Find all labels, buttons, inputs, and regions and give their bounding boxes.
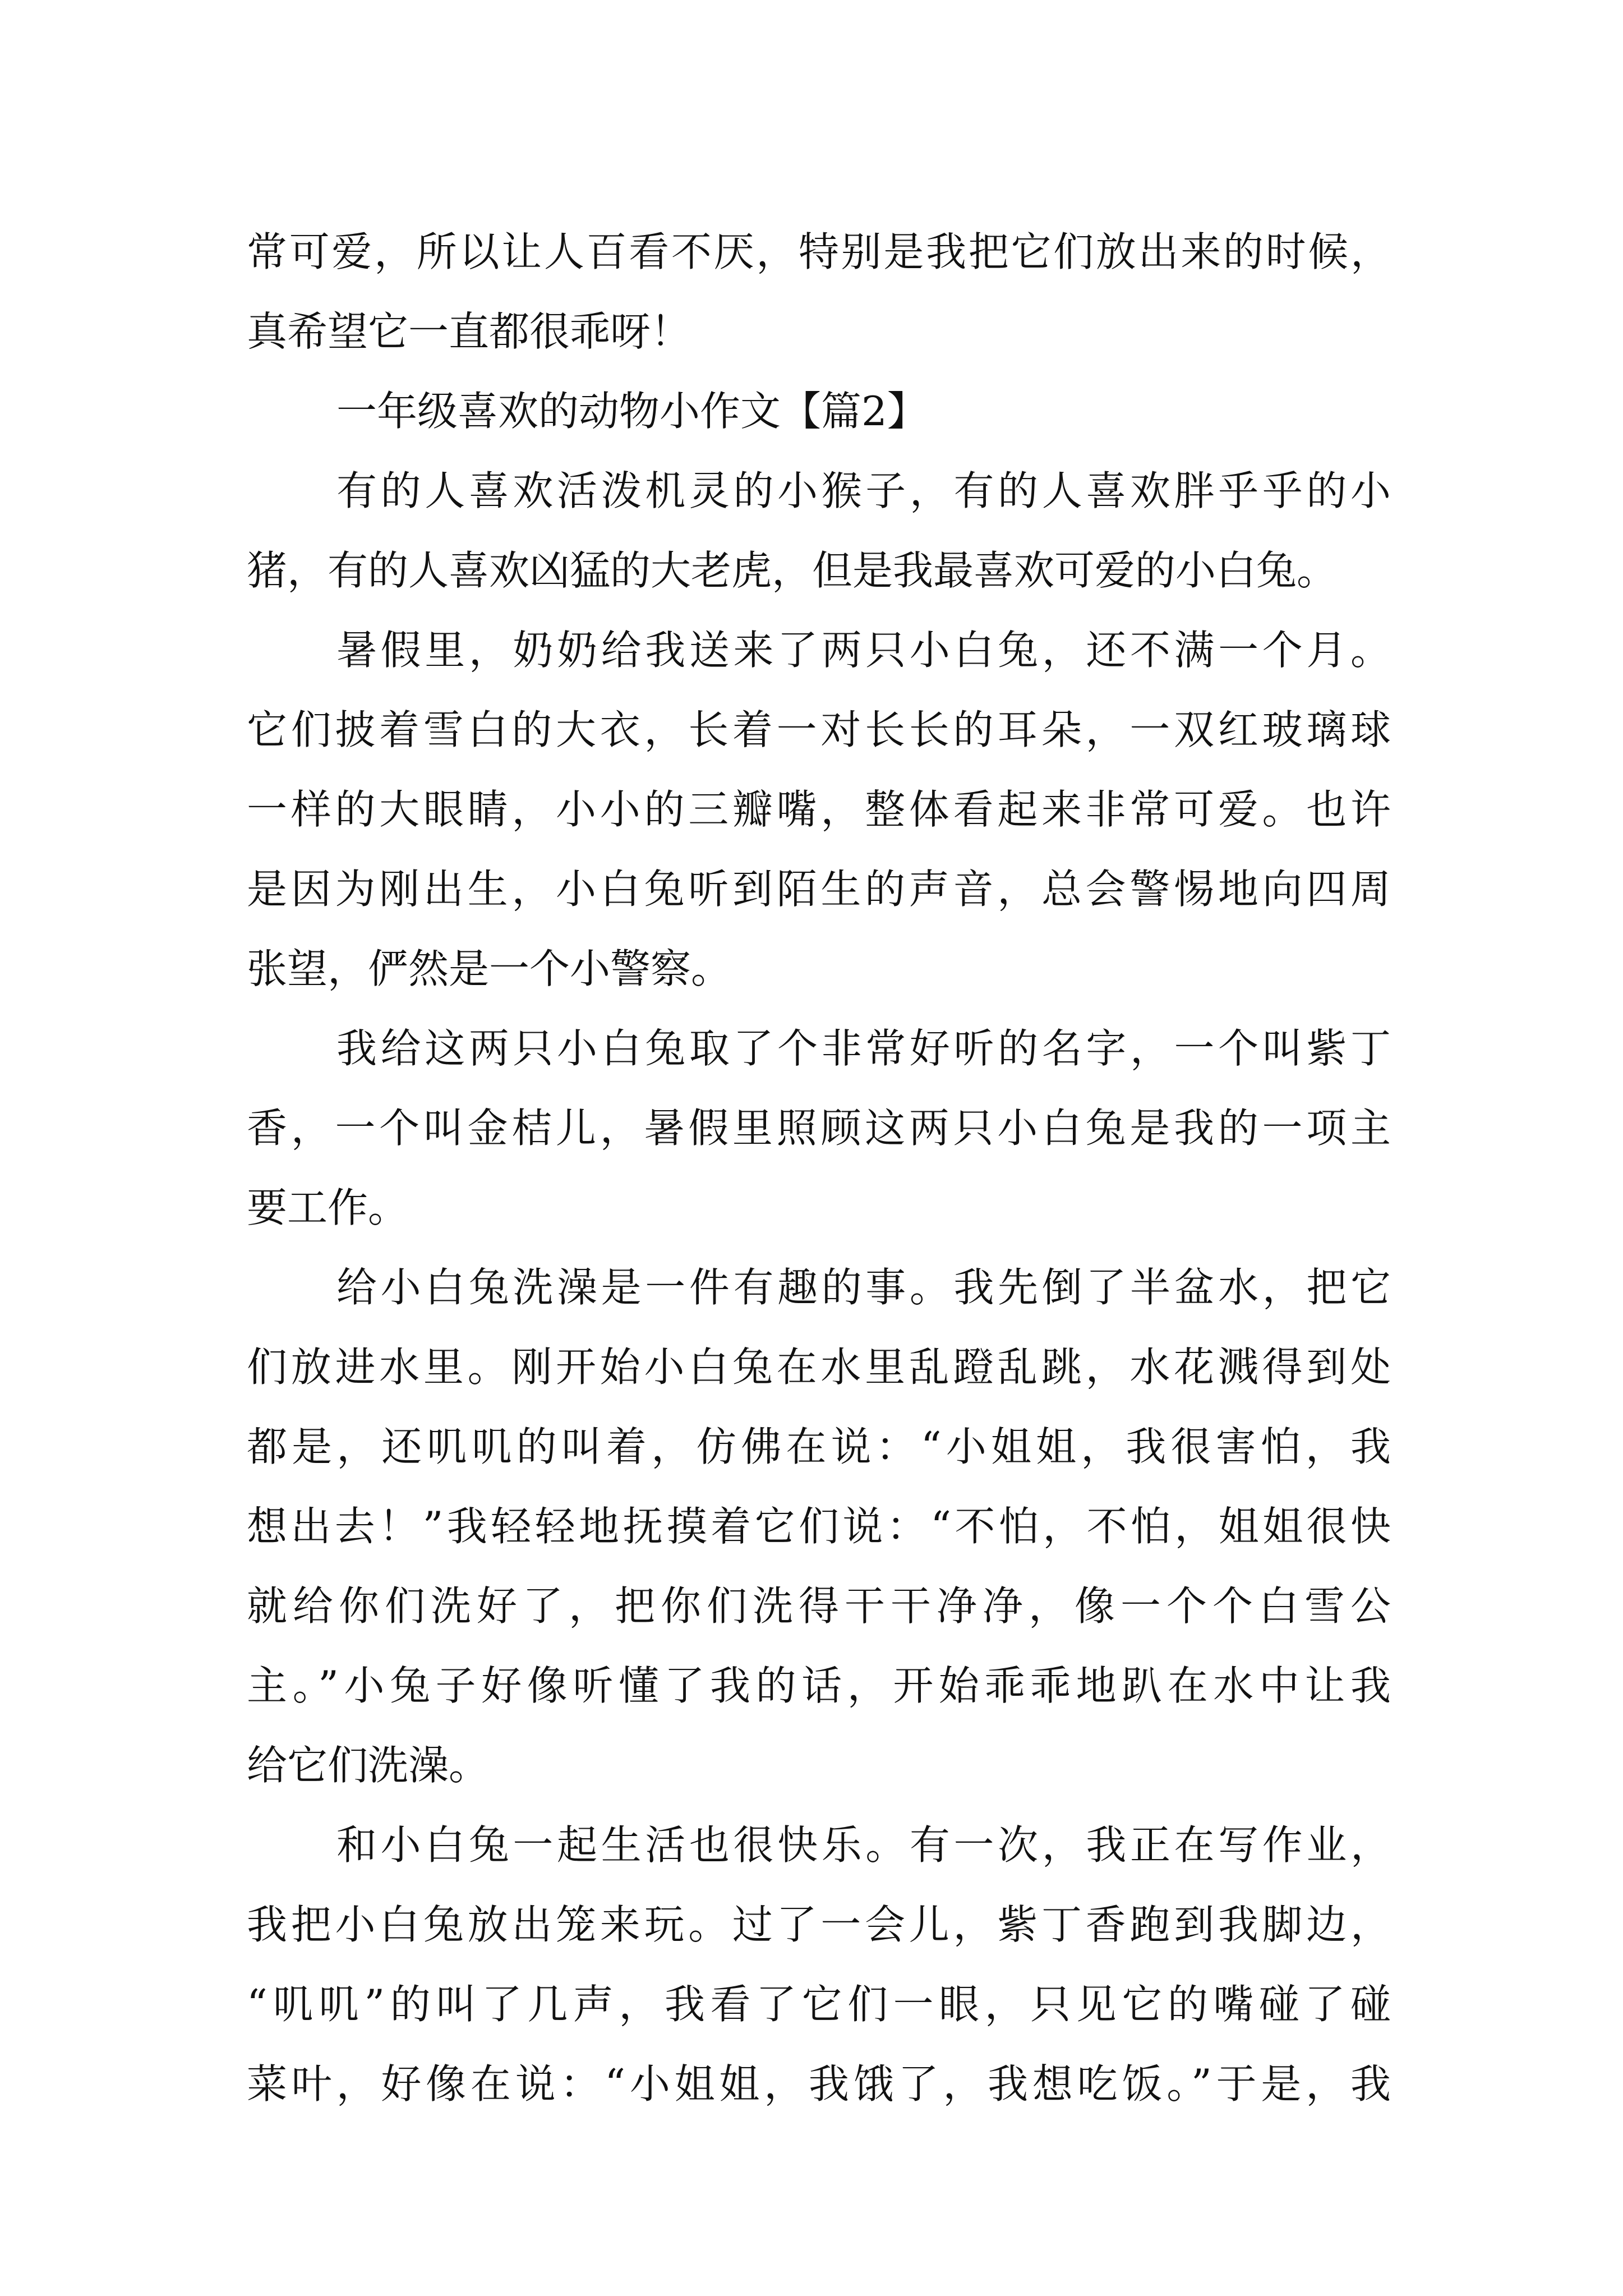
text-line: 张望，俨然是一个小警察。	[247, 945, 732, 992]
section-heading: 一年级喜欢的动物小作文【篇2】	[336, 388, 928, 435]
text-line: 都是，还叽叽的叫着，仿佛在说：“小姐姐，我很害怕，我	[247, 1423, 1391, 1470]
text-line: 和小白兔一起生活也很快乐。有一次，我正在写作业，	[336, 1821, 1391, 1869]
text-line: 我把小白兔放出笼来玩。过了一会儿，紫丁香跑到我脚边，	[247, 1901, 1391, 1948]
text-line: 要工作。	[247, 1184, 409, 1231]
text-line: 暑假里，奶奶给我送来了两只小白兔，还不满一个月。	[336, 627, 1391, 674]
text-line: 们放进水里。刚开始小白兔在水里乱蹬乱跳，水花溅得到处	[247, 1343, 1391, 1391]
text-line: 它们披着雪白的大衣，长着一对长长的耳朵，一双红玻璃球	[247, 706, 1391, 753]
text-line: 常可爱，所以让人百看不厌，特别是我把它们放出来的时候，	[247, 228, 1391, 275]
text-line: 香，一个叫金桔儿，暑假里照顾这两只小白兔是我的一项主	[247, 1105, 1391, 1152]
text-line: 菜叶，好像在说：“小姐姐，我饿了，我想吃饭。”于是，我	[247, 2060, 1391, 2108]
text-line: 我给这两只小白兔取了个非常好听的名字，一个叫紫丁	[336, 1025, 1391, 1072]
text-line: 主。”小兔子好像听懂了我的话，开始乖乖地趴在水中让我	[247, 1662, 1391, 1709]
body-text	[247, 212, 1391, 2124]
text-line: 给它们洗澡。	[247, 1742, 490, 1789]
text-line: 就给你们洗好了，把你们洗得干干净净，像一个个白雪公	[247, 1582, 1391, 1630]
text-line: “叽叽”的叫了几声，我看了它们一眼，只见它的嘴碰了碰	[247, 1981, 1391, 2028]
text-line: 一样的大眼睛，小小的三瓣嘴，整体看起来非常可爱。也许	[247, 786, 1391, 833]
text-line: 是因为刚出生，小白兔听到陌生的声音，总会警惕地向四周	[247, 866, 1391, 913]
text-line: 想出去！”我轻轻地抚摸着它们说：“不怕，不怕，姐姐很快	[247, 1503, 1391, 1550]
text-line: 真希望它一直都很乖呀！	[247, 308, 691, 355]
text-line: 猪，有的人喜欢凶猛的大老虎，但是我最喜欢可爱的小白兔。	[247, 547, 1338, 594]
text-line: 有的人喜欢活泼机灵的小猴子，有的人喜欢胖乎乎的小	[336, 467, 1391, 514]
text-line: 给小白兔洗澡是一件有趣的事。我先倒了半盆水，把它	[336, 1264, 1391, 1311]
